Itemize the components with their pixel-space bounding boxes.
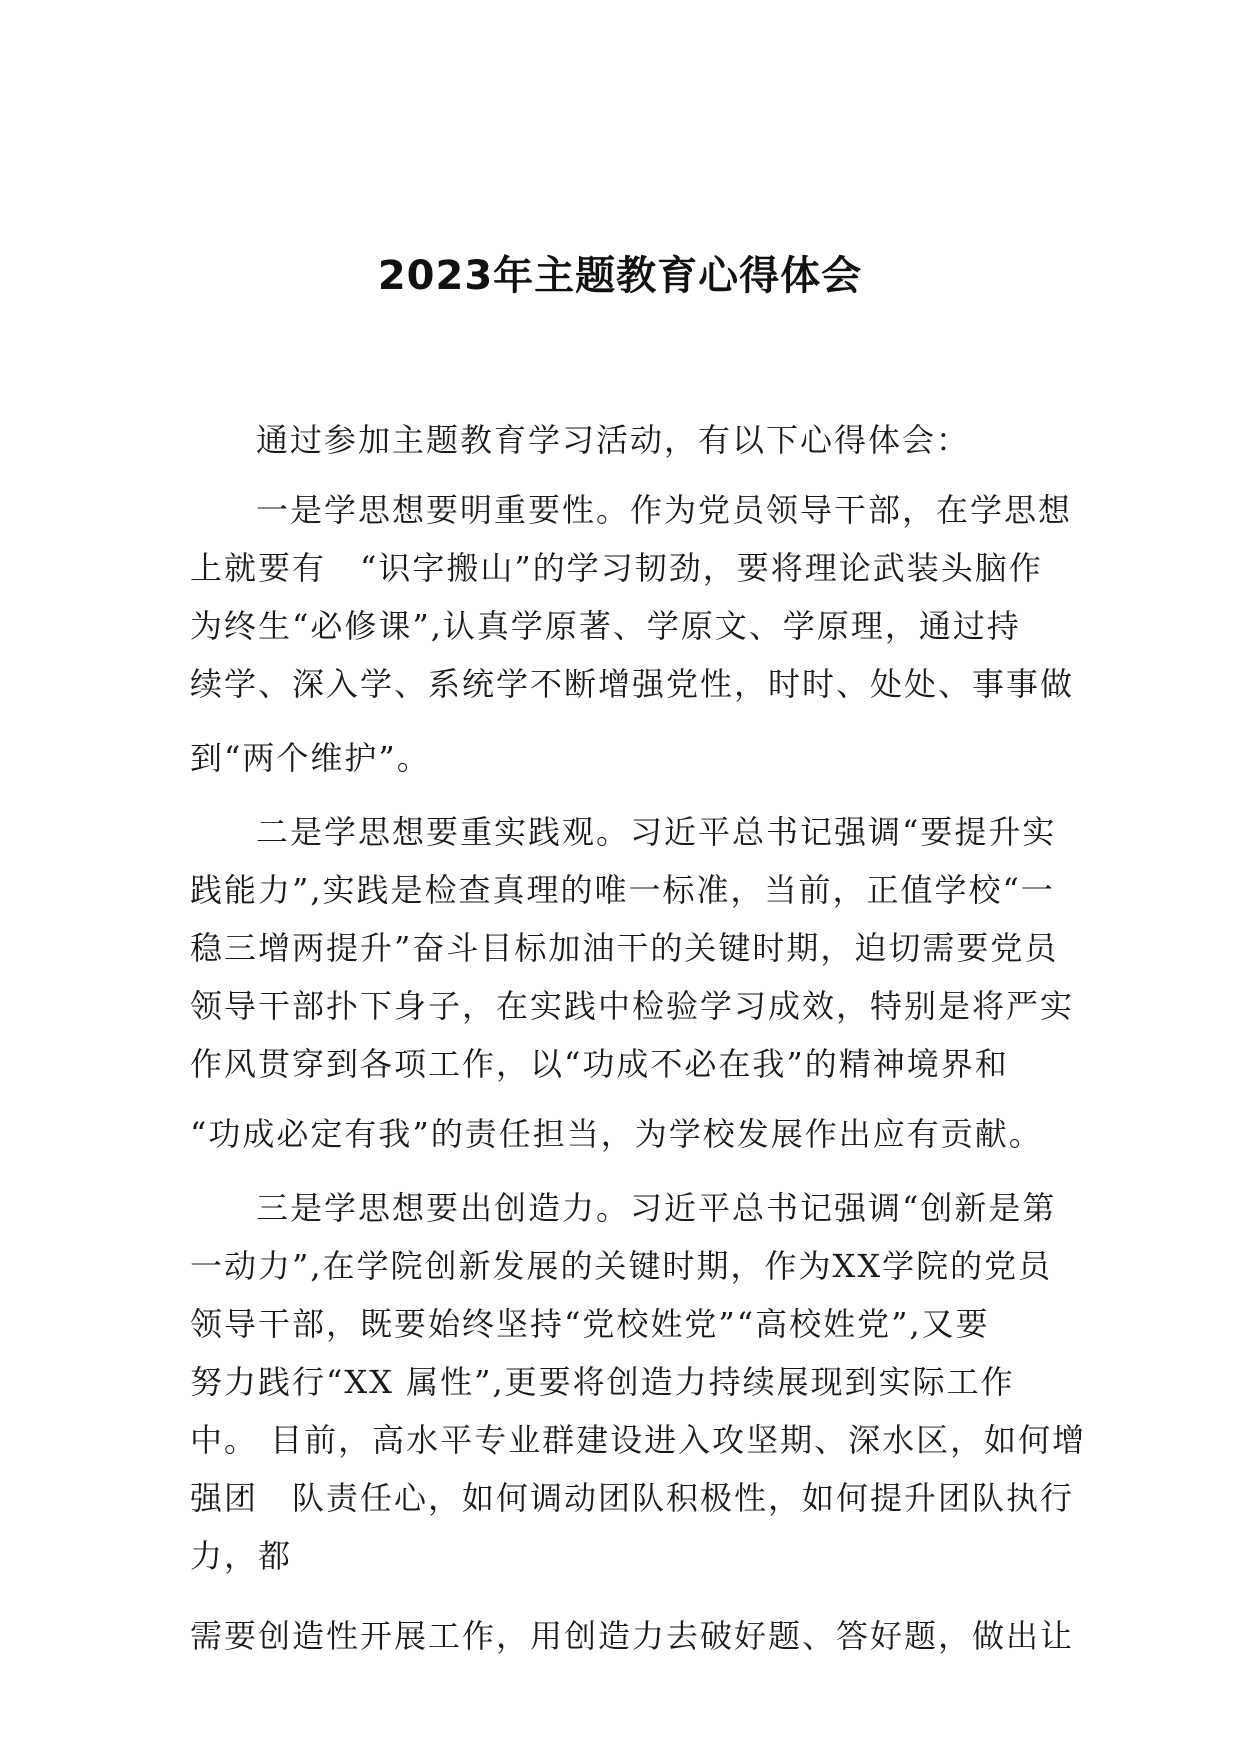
paragraph-intro: 通过参加主题教育学习活动，有以下心得体会： <box>256 421 971 459</box>
paragraph-3-line: 努力践行“XX 属性”,更要将创造力持续展现到实际工作 <box>190 1363 1015 1401</box>
paragraph-2-line: “功成必定有我”的责任担当，为学校发展作出应有贡献。 <box>190 1115 1043 1153</box>
paragraph-3-line: 需要创造性开展工作，用创造力去破好题、答好题，做出让 <box>190 1617 1075 1655</box>
paragraph-2-line: 作风贯穿到各项工作，以“功成不必在我”的精神境界和 <box>190 1045 1009 1083</box>
paragraph-2-line: 践能力”,实践是检查真理的唯一标准，当前，正值学校“一 <box>190 871 1055 909</box>
paragraph-3-line: 领导干部，既要始终坚持“党校姓党”“高校姓党”,又要 <box>190 1305 990 1343</box>
paragraph-1-line: 续学、深入学、系统学不断增强党性，时时、处处、事事做 <box>190 665 1075 703</box>
paragraph-3-line: 力，都 <box>190 1537 293 1575</box>
paragraph-1-line: 为终生“必修课”,认真学原著、学原文、学原理，通过持 <box>190 607 1021 645</box>
paragraph-3-line: 三是学思想要出创造力。习近平总书记强调“创新是第 <box>256 1189 1057 1227</box>
paragraph-1-line: 一是学思想要明重要性。作为党员领导干部，在学思想 <box>256 491 1073 529</box>
paragraph-3-line: 中。 目前，高水平专业群建设进入攻坚期、深水区，如何增 <box>190 1421 1087 1459</box>
paragraph-2-line: 二是学思想要重实践观。习近平总书记强调“要提升实 <box>256 813 1057 851</box>
paragraph-2-line: 稳三增两提升”奋斗目标加油干的关键时期，迫切需要党员 <box>190 929 1059 967</box>
paragraph-3-line: 一动力”,在学院创新发展的关键时期，作为XX学院的党员 <box>190 1247 1053 1285</box>
document-title: 2023年主题教育心得体会 <box>377 253 863 299</box>
paragraph-1-line: 到“两个维护”。 <box>190 739 431 777</box>
paragraph-2-line: 领导干部扑下身子，在实践中检验学习成效，特别是将严实 <box>190 987 1075 1025</box>
paragraph-1-line: 上就要有 “识字搬山”的学习韧劲，要将理论武装头脑作 <box>190 549 1043 587</box>
paragraph-3-line: 强团 队责任心，如何调动团队积极性，如何提升团队执行 <box>190 1479 1075 1517</box>
